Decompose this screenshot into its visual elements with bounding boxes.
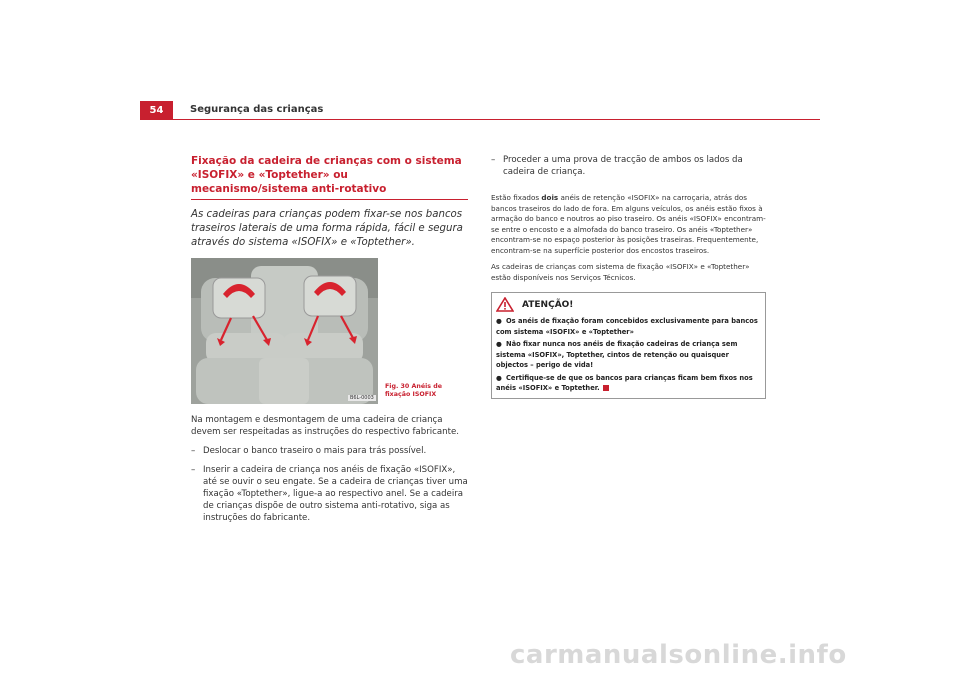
bullet-icon: ● (496, 373, 502, 382)
warning-label: ATENÇÃO! (522, 299, 574, 310)
warning-text: Não fixar nunca nos anéis de fixação cadeiras de criança sem sistema «ISOFIX», Toptether, cintos de retenção ou quaisquer objectos – perigo de vida! (496, 340, 738, 369)
right-column (491, 154, 766, 399)
availability-paragraph: As cadeiras de crianças com sistema de fixação «ISOFIX» e «Toptether» estão disponíveis nos Serviços Técnicos. (491, 262, 750, 282)
step-item (491, 154, 766, 178)
running-header: Segurança das crianças (190, 104, 324, 115)
warning-box (491, 292, 766, 399)
warning-item (496, 373, 761, 394)
isofix-rings-paragraph (491, 193, 766, 256)
warning-header (492, 293, 765, 314)
left-column (191, 154, 468, 524)
dash-marker: – (491, 155, 496, 165)
watermark: carmanualsonline.info (510, 640, 847, 670)
step-text: Proceder a uma prova de tracção de ambos os lados da cadeira de criança. (503, 155, 743, 177)
figure-30 (191, 258, 468, 404)
mounting-paragraph: Na montagem e desmontagem de uma cadeira de criança devem ser respeitadas as instruções do respectivo fabricante. (191, 415, 460, 437)
rear-seat-isofix-illustration (191, 258, 378, 404)
dash-marker: – (191, 465, 196, 475)
warning-triangle-icon (496, 297, 514, 312)
text-run: Estão fixados (491, 193, 542, 202)
section-intro: As cadeiras para crianças podem fixar-se nos bancos traseiros laterais de uma forma rápida, fácil e segura através do sistema «ISOFIX» e «Toptether». (191, 209, 463, 248)
warning-item (496, 316, 761, 337)
isofix-ring-left (213, 278, 265, 318)
step-item (191, 464, 468, 524)
warning-text: Os anéis de fixação foram concebidos exclusivamente para bancos com sistema «ISOFIX» e «Toptether» (496, 317, 758, 336)
header-rule (140, 119, 820, 120)
dash-marker: – (191, 446, 196, 456)
bullet-icon: ● (496, 340, 502, 348)
emphasis: dois (541, 193, 559, 202)
section-title: Fixação da cadeira de crianças com o sistema «ISOFIX» e «Toptether» ou mecanismo/sistema anti-rotativo (191, 154, 468, 200)
page-number: 54 (140, 101, 173, 119)
bullet-icon: ● (496, 317, 502, 325)
text-run: anéis de retenção «ISOFIX» na carroçaria, atrás dos bancos traseiros do lado de fora. Em alguns veículos, os anéis estão fixos à armação do banco e noutros ao piso traseiro. Os anéis «ISOFIX» encontram-se entre o encosto e a almofada do banco traseiro. Os anéis «Toptether» encontram-se no espaço posterior às posições traseiras. Frequentemente, encontram-se na superfície posterior dos encostos traseiros. (491, 193, 766, 255)
isofix-ring-right (304, 276, 356, 316)
figure-caption: Fig. 30 Anéis de fixação ISOFIX (385, 383, 443, 398)
figure-code: B6L-0003 (350, 395, 374, 401)
step-item (191, 445, 468, 457)
warning-text: Certifique-se de que os bancos para crianças ficam bem fixos nos anéis «ISOFIX» e Toptether. (496, 373, 753, 392)
step-text: Deslocar o banco traseiro o mais para trás possível. (203, 446, 427, 456)
end-marker-icon (603, 385, 609, 391)
step-text: Inserir a cadeira de criança nos anéis de fixação «ISOFIX», até se ouvir o seu engate. Se a cadeira de crianças tiver uma fixação «Toptether», ligue-a ao respectivo anel. Se a cadeira de crianças dispõe de outro sistema anti-rotativo, siga as instruções do fabricante. (203, 465, 468, 523)
warning-item (496, 339, 761, 371)
warning-list (492, 316, 765, 398)
